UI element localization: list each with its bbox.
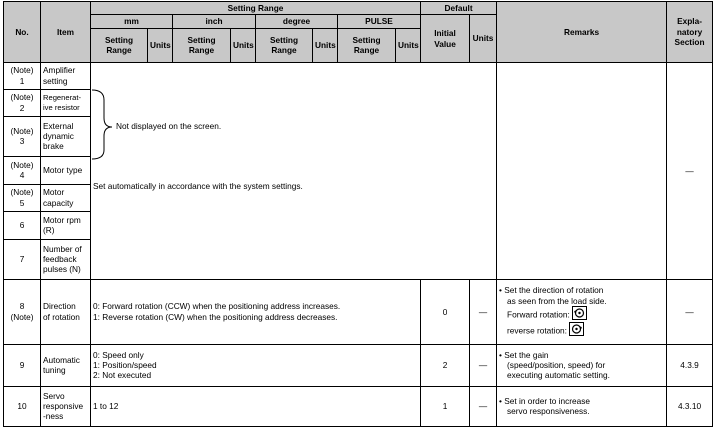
header-no: No.	[4, 2, 41, 63]
row-remarks: • Set in order to increase servo responsiveness.	[497, 386, 667, 426]
auto-set-text: Set automatically in accordance with the system settings.	[93, 180, 303, 191]
table-row	[4, 279, 713, 344]
row-no: (Note) 2	[4, 89, 41, 116]
header-inch-units: Units	[231, 28, 256, 62]
row-item: Amplifier setting	[41, 62, 91, 89]
row-item: External dynamic brake	[41, 116, 91, 156]
header-mm-units: Units	[148, 28, 173, 62]
row-item: Automatic tuning	[41, 344, 91, 386]
row-item: Servo responsive -ness	[41, 386, 91, 426]
row-initial-value: 0	[421, 279, 470, 344]
row-units: —	[470, 344, 497, 386]
table-row	[4, 386, 713, 426]
header-pulse-units: Units	[396, 28, 421, 62]
row-no: (Note) 5	[4, 184, 41, 211]
header-default-units: Units	[470, 15, 497, 62]
header-inch-setting-range: Setting Range	[173, 28, 231, 62]
row-item: Regenerat- ive resistor	[41, 89, 91, 116]
row-no: 8 (Note)	[4, 279, 41, 344]
row-item: Motor rpm (R)	[41, 211, 91, 239]
cw-rotation-icon	[569, 322, 584, 341]
header-degree-setting-range: Setting Range	[256, 28, 313, 62]
header-remarks: Remarks	[497, 2, 667, 63]
row-setting-range: 0: Speed only 1: Position/speed 2: Not executed	[91, 344, 421, 386]
row-explanatory-section: 4.3.9	[667, 344, 713, 386]
not-displayed-text: Not displayed on the screen.	[116, 121, 222, 131]
row-no: 6	[4, 211, 41, 239]
row-no: 7	[4, 239, 41, 279]
header-explanatory-section: Expla- natory Section	[667, 2, 713, 63]
row-remarks: • Set the gain (speed/position, speed) for executing automatic setting.	[497, 344, 667, 386]
row-explanatory-section: 4.3.10	[667, 386, 713, 426]
row-explanatory-section: —	[667, 279, 713, 344]
header-degree: degree	[256, 15, 338, 28]
row-item: Number of feedback pulses (N)	[41, 239, 91, 279]
table-row	[4, 344, 713, 386]
row-no: (Note) 3	[4, 116, 41, 156]
row-no: 9	[4, 344, 41, 386]
header-pulse: PULSE	[338, 15, 421, 28]
row-item: Motor type	[41, 156, 91, 184]
row-item: Direction of rotation	[41, 279, 91, 344]
parameter-table	[3, 1, 713, 427]
header-mm-setting-range: Setting Range	[91, 28, 148, 62]
merged-section-cell: —	[667, 62, 713, 279]
row-no: (Note) 4	[4, 156, 41, 184]
row-no: (Note) 1	[4, 62, 41, 89]
row-units: —	[470, 386, 497, 426]
header-inch: inch	[173, 15, 256, 28]
row-item: Motor capacity	[41, 184, 91, 211]
header-degree-units: Units	[313, 28, 338, 62]
table-row	[4, 62, 713, 89]
row-units: —	[470, 279, 497, 344]
header-setting-range: Setting Range	[91, 2, 421, 15]
row-remarks: • Set the direction of rotation as seen from the load side. Forward rotation: reverse rotation:	[497, 279, 667, 344]
row-initial-value: 2	[421, 344, 470, 386]
row-setting-range: 0: Forward rotation (CCW) when the positioning address increases. 1: Reverse rotation (CW) when the positioning address decreases.	[91, 279, 421, 344]
row-setting-range: 1 to 12	[91, 386, 421, 426]
header-default: Default	[421, 2, 497, 15]
row-no: 10	[4, 386, 41, 426]
header-pulse-setting-range: Setting Range	[338, 28, 396, 62]
row-initial-value: 1	[421, 386, 470, 426]
header-item: Item	[41, 2, 91, 63]
header-initial-value: Initial Value	[421, 15, 470, 62]
header-mm: mm	[91, 15, 173, 28]
merged-setting-cell	[91, 62, 497, 279]
merged-remarks-cell	[497, 62, 667, 279]
